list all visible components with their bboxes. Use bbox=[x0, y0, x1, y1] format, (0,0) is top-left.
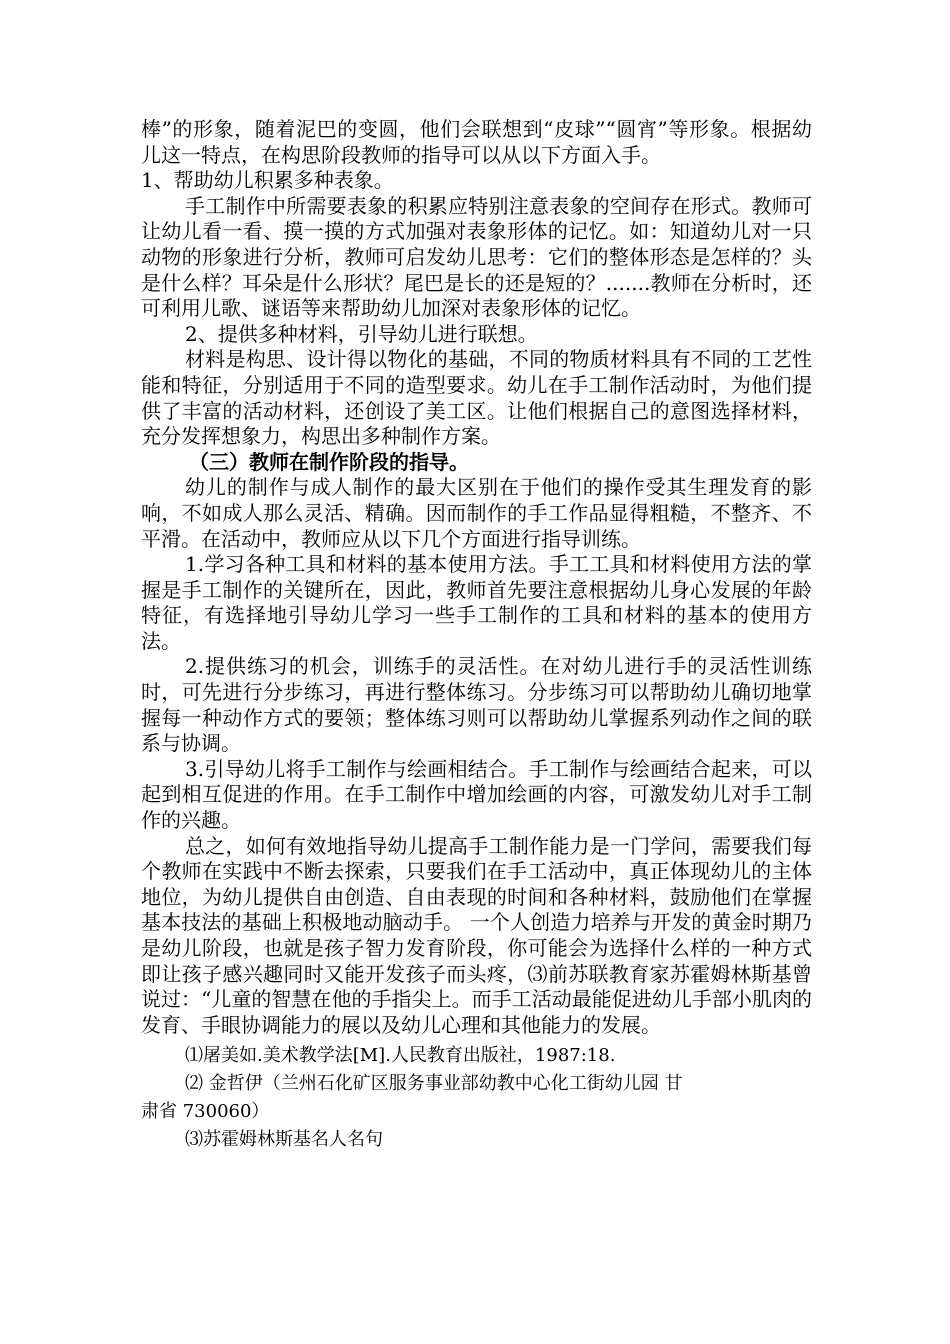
paragraph-representation: 手工制作中所需要表象的积累应特别注意表象的空间存在形式。教师可让幼儿看一看、摸一摸的方式加强对表象形体的记忆。如：知道幼儿对一只动物的形象进行分析，教师可启发幼儿思考：它们的整体形态是怎样的？头是什么样？耳朵是什么形状？尾巴是长的还是短的？.......教师在分析时，还可利用儿歌、谜语等来帮助幼儿加深对表象形体的记忆。 bbox=[141, 193, 812, 321]
paragraph-production: 幼儿的制作与成人制作的最大区别在于他们的操作受其生理发育的影响，不如成人那么灵活、精确。因而制作的手工作品显得粗糙，不整齐、不平滑。在活动中，教师应从以下几个方面进行指导训练。 bbox=[141, 475, 812, 551]
paragraph-summary: 总之，如何有效地指导幼儿提高手工制作能力是一门学问，需要我们每个教师在实践中不断去探索，只要我们在手工活动中，真正体现幼儿的主体地位，为幼儿提供自由创造、自由表现的时间和各种材料，鼓励他们在掌握基本技法的基础上积极地动脑动手。 一个人创造力培养与开发的黄金时期乃是幼儿阶段，也就是孩子智力发育阶段，你可能会为选择什么样的一种方式即让孩子感兴趣同时又能开发孩子而头疼，⑶前苏联教育家苏霍姆林斯基曾说过：“儿童的智慧在他的手指尖上。而手工活动最能促进幼儿手部小肌肉的发育、手眼协调能力的展以及幼儿心理和其他能力的发展。 bbox=[141, 833, 812, 1037]
reference-2: ⑵ 金哲伊（兰州石化矿区服务事业部幼教中心化工街幼儿园 甘 bbox=[185, 1073, 683, 1095]
section-heading: （三）教师在制作阶段的指导。 bbox=[189, 449, 469, 474]
reference-3: ⑶苏霍姆林斯基名人名句 bbox=[185, 1129, 383, 1151]
reference-2-continued: 肃省 730060） bbox=[141, 1101, 270, 1123]
list-item-1: 1、帮助幼儿积累多种表象。 bbox=[141, 168, 394, 193]
reference-1: ⑴屠美如.美术教学法[M].人民教育出版社，1987:18. bbox=[185, 1045, 616, 1067]
list-item-2: 2、提供多种材料，引导幼儿进行联想。 bbox=[185, 321, 538, 346]
paragraph-continuation: 棒”的形象，随着泥巴的变圆，他们会联想到“皮球”“圆宵”等形象。根据幼儿这一特点，在构思阶段教师的指导可以从以下方面入手。 bbox=[141, 117, 812, 167]
references bbox=[141, 1042, 812, 1154]
paragraph-materials: 材料是构思、设计得以物化的基础，不同的物质材料具有不同的工艺性能和特征，分别适用于不同的造型要求。幼儿在手工制作活动时，为他们提供了丰富的活动材料，还创设了美工区。让他们根据自己的意图选择材料，充分发挥想象力，构思出多种制作方案。 bbox=[141, 347, 812, 449]
paragraph-tools: 1.学习各种工具和材料的基本使用方法。手工工具和材料使用方法的掌握是手工制作的关键所在，因此，教师首先要注意根据幼儿身心发展的年龄特征，有选择地引导幼儿学习一些手工制作的工具和材料的基本的使用方法。 bbox=[141, 552, 812, 653]
paragraph-practice: 2.提供练习的机会，训练手的灵活性。在对幼儿进行手的灵活性训练时，可先进行分步练习，再进行整体练习。分步练习可以帮助幼儿确切地掌握每一种动作方式的要领；整体练习则可以帮助幼儿掌握系列动作之间的联系与协调。 bbox=[141, 654, 812, 756]
paragraph-drawing: 3.引导幼儿将手工制作与绘画相结合。手工制作与绘画结合起来，可以起到相互促进的作用。在手工制作中增加绘画的内容，可激发幼儿对手工制作的兴趣。 bbox=[141, 756, 812, 833]
